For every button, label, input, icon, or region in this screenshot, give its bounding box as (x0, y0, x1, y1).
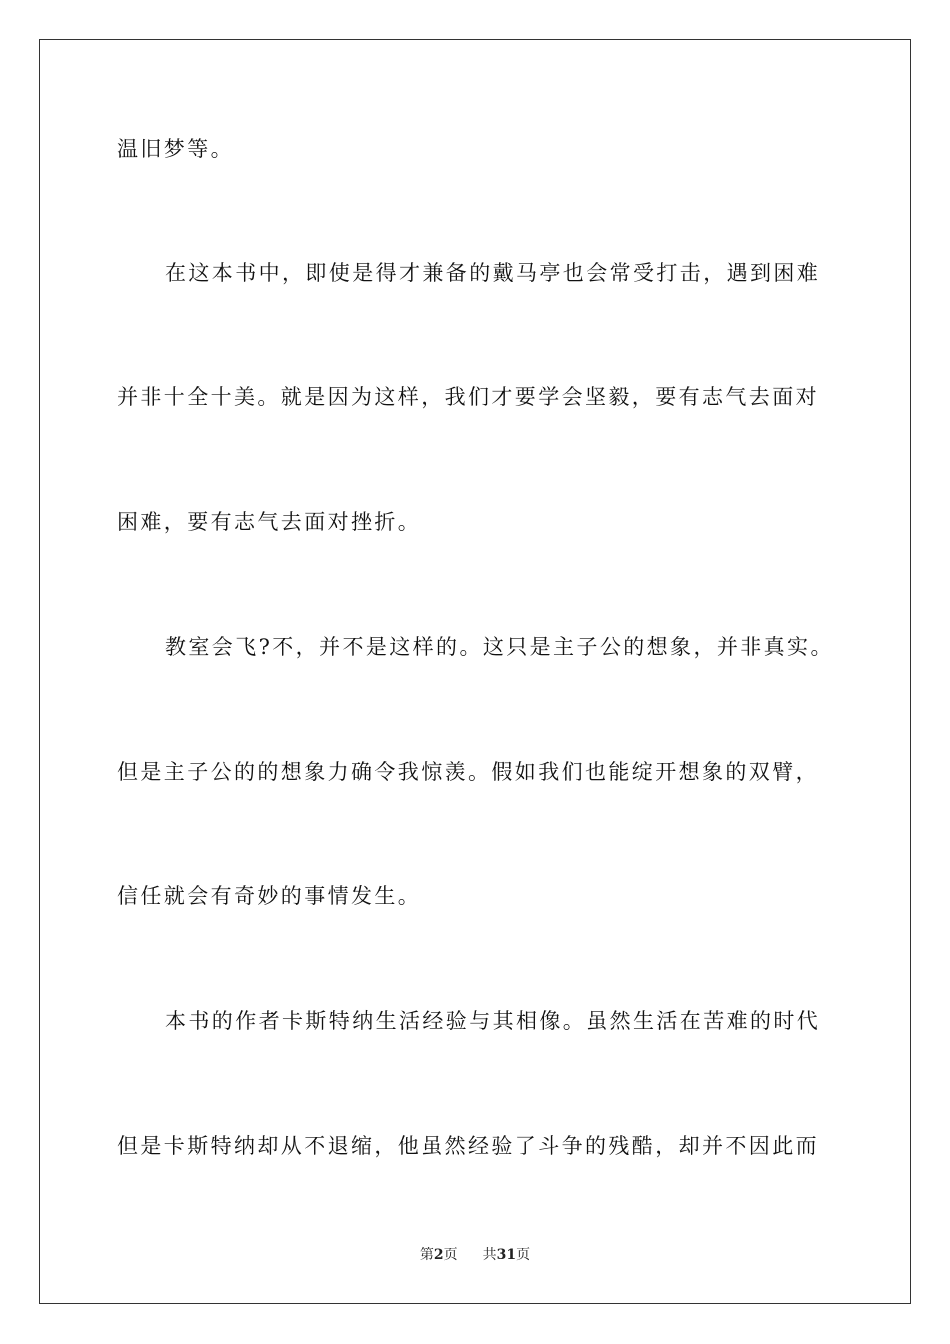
page-footer (0, 1245, 950, 1265)
text-line: 在这本书中，即使是得才兼备的戴马亭也会常受打击，遇到困难 (165, 261, 821, 285)
page-suffix: 页 (443, 1247, 458, 1263)
page-border (39, 39, 911, 1304)
total-suffix: 页 (516, 1247, 531, 1263)
text-line: 信任就会有奇妙的事情发生。 (117, 884, 422, 908)
total-pages-indicator (483, 1245, 530, 1265)
text-line: 本书的作者卡斯特纳生活经验与其相像。虽然生活在苦难的时代 (165, 1009, 821, 1033)
total-page-number: 31 (496, 1247, 517, 1263)
text-line: 但是主子公的的想象力确令我惊羡。假如我们也能绽开想象的双臂， (117, 760, 819, 784)
page-number: 2 (433, 1247, 444, 1263)
page-indicator (420, 1245, 458, 1265)
text-line: 困难，要有志气去面对挫折。 (117, 510, 422, 534)
page-prefix: 第 (419, 1247, 434, 1263)
text-line: 但是卡斯特纳却从不退缩，他虽然经验了斗争的残酷，却并不因此而 (117, 1134, 819, 1158)
text-line: 教室会飞?不，并不是这样的。这只是主子公的想象，并非真实。 (165, 635, 834, 659)
text-line: 并非十全十美。就是因为这样，我们才要学会坚毅，要有志气去面对 (117, 385, 819, 409)
total-prefix: 共 (482, 1247, 497, 1263)
text-line: 温旧梦等。 (117, 137, 234, 161)
